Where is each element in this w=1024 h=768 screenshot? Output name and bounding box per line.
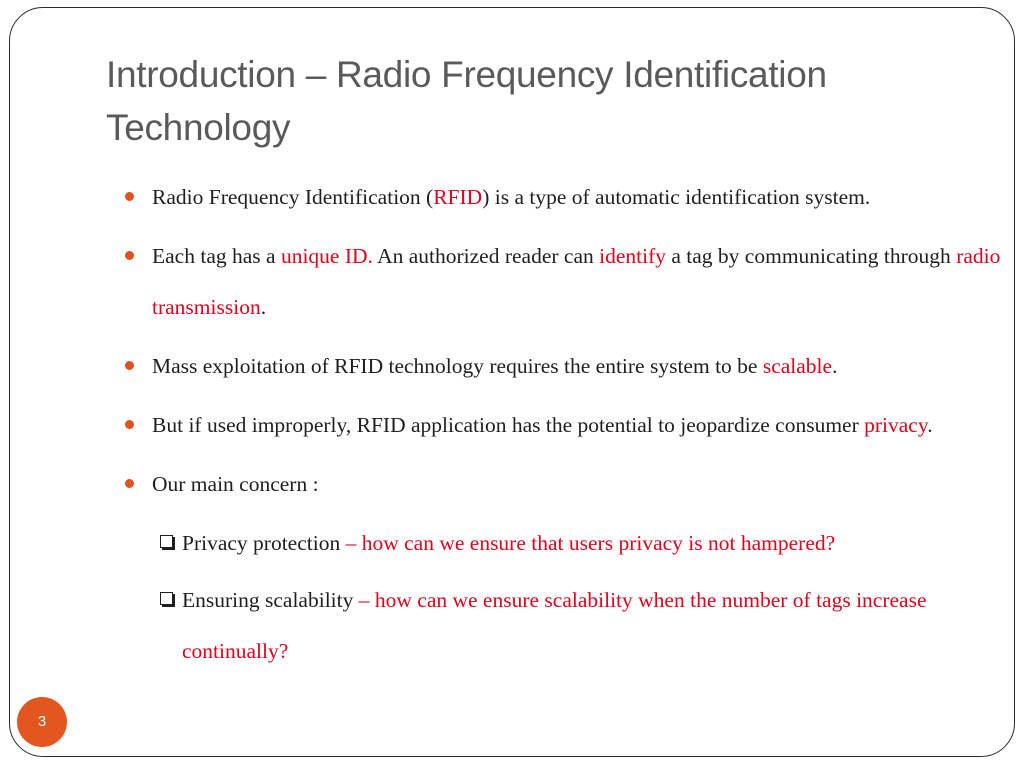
bullet-text: Mass exploitation of RFID technology requires the entire system to be scalable.	[152, 354, 838, 378]
bullet-text: But if used improperly, RFID application has the potential to jeopardize consumer privacy.	[152, 413, 933, 437]
bullet-item	[124, 231, 1014, 333]
bullet-text: Our main concern :	[152, 472, 319, 496]
bullet-dot-icon	[125, 479, 134, 488]
bullet-item	[124, 459, 1014, 510]
bullet-dot-icon	[125, 251, 134, 260]
sub-bullet-item	[124, 518, 1014, 569]
slide-body	[124, 172, 1014, 683]
bullet-dot-icon	[125, 420, 134, 429]
page-number-badge: 3	[17, 697, 67, 747]
bullet-dot-icon	[125, 361, 134, 370]
checkbox-bullet-icon	[160, 592, 173, 605]
checkbox-bullet-icon	[160, 535, 173, 548]
bullet-item	[124, 400, 1014, 451]
sub-bullet-item	[124, 575, 1014, 677]
sub-bullet-text: Ensuring scalability – how can we ensure scalability when the number of tags increase continually?	[182, 588, 927, 663]
bullet-item	[124, 341, 1014, 392]
bullet-text: Radio Frequency Identification (RFID) is a type of automatic identification system.	[152, 185, 871, 209]
slide-title: Introduction – Radio Frequency Identification Technology	[106, 54, 827, 148]
bullet-item	[124, 172, 1014, 223]
bullet-text: Each tag has a unique ID. An authorized reader can identify a tag by communicating through radio transmission.	[152, 244, 1001, 319]
bullet-dot-icon	[125, 192, 134, 201]
sub-bullet-text: Privacy protection – how can we ensure that users privacy is not hampered?	[182, 531, 836, 555]
